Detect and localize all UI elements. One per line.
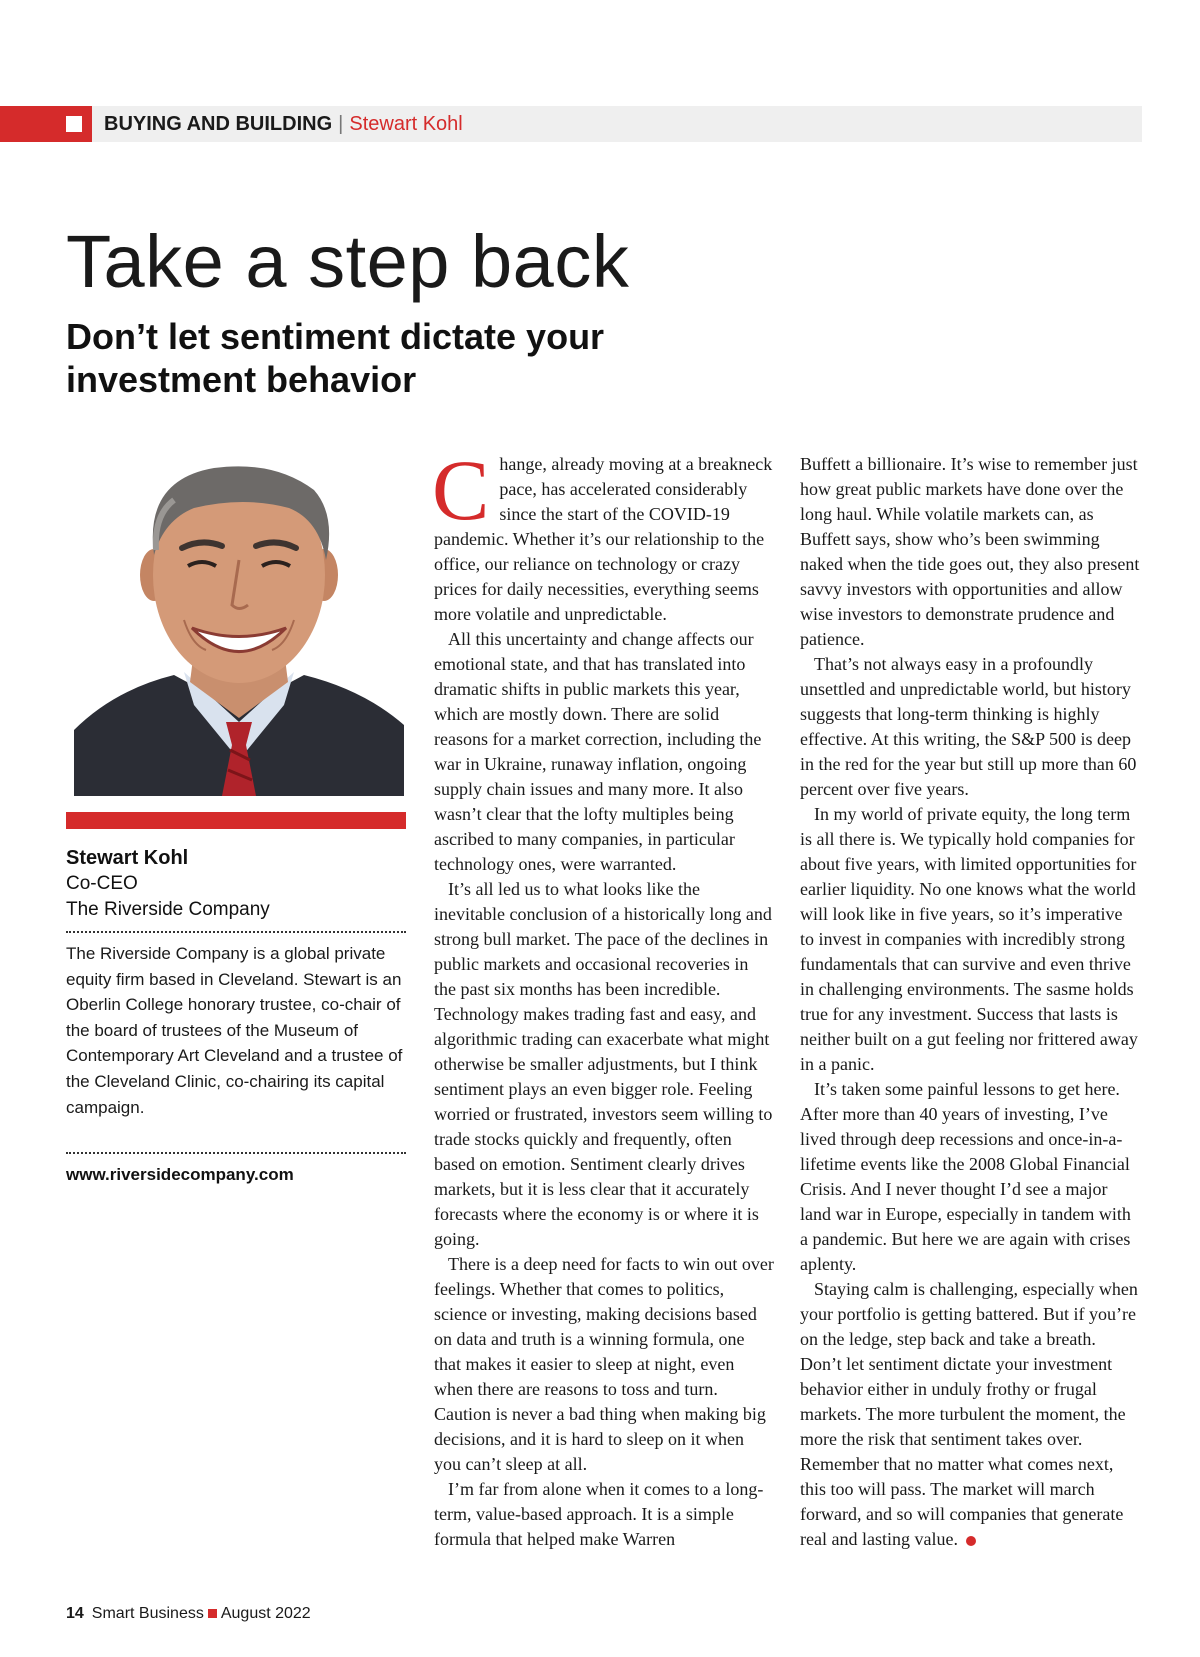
bio-dotted-rule-bottom	[66, 1152, 406, 1154]
bio-dotted-rule-top	[66, 931, 406, 933]
section-header	[0, 106, 1142, 142]
publication-name: Smart Business	[91, 1605, 204, 1622]
article-paragraph	[432, 442, 774, 627]
bio-company: The Riverside Company	[66, 899, 270, 920]
article-paragraph: Buffett a billionaire. It’s wise to remember just how great public markets have done over the long haul. While volatile markets can, as Buffett says, show who’s been swimming naked when the tide goes out, they also present savvy investors with opportunities and allow wise investors to demonstrate prudence and patience.	[800, 454, 1140, 649]
article-paragraph	[800, 1277, 1140, 1552]
article-column-1	[432, 442, 774, 1552]
article-paragraph: There is a deep need for facts to win out over feelings. Whether that comes to politics, science or investing, making decisions based on data and truth is a winning formula, one that makes it easier to sleep at night, even when there are reasons to toss and turn. Caution is never a bad thing when making big decisions, and it is hard to sleep on it when you can’t sleep at all.	[434, 1254, 774, 1474]
page-number: 14	[66, 1605, 84, 1622]
end-of-article-dot-icon	[966, 1536, 976, 1546]
article-paragraph: I’m far from alone when it comes to a long-term, value-based approach. It is a simple formula that helped make Warren	[434, 1479, 764, 1549]
paragraph-text: Staying calm is challenging, especially when your portfolio is getting battered. But if you’re on the ledge, step back and take a breath. Don’t let sentiment dictate your investment behavior either in unduly frothy or frugal markets. The more turbulent the moment, the more the risk that sentiment takes over. Remember that no matter what comes next, this too will pass. The market will march forward, and so will companies that generate real and lasting value.	[800, 1279, 1138, 1549]
header-section-label: BUYING AND BUILDING	[104, 113, 333, 135]
header-separator: |	[338, 113, 344, 135]
author-photo	[74, 460, 404, 796]
article-column-2	[800, 452, 1140, 1552]
bio-role: Co-CEO	[66, 873, 138, 894]
bio-divider-bar	[66, 812, 406, 829]
header-author: Stewart Kohl	[349, 113, 463, 135]
header-text	[104, 106, 463, 142]
bio-website-link[interactable]: www.riversidecompany.com	[66, 1165, 294, 1184]
article-subtitle: Don’t let sentiment dictate your investment behavior	[66, 316, 605, 400]
article-paragraph: That’s not always easy in a profoundly unsettled and unpredictable world, but history suggests that long-term thinking is highly effective. At this writing, the S&P 500 is deep in the red for the year but still up more than 60 percent over five years.	[800, 654, 1137, 799]
article-paragraph: In my world of private equity, the long term is all there is. We typically hold companies for about five years, with limited opportunities for earlier liquidity. No one knows what the world will look like in five years, so it’s imperative to invest in companies with incredibly strong fundamentals that can survive and even thrive in challenging environments. The sasme holds true for any investment. Success that lasts is neither built on a gut feeling nor frittered away in a panic.	[800, 804, 1138, 1074]
footer-square-icon	[208, 1609, 217, 1618]
issue-date: August 2022	[220, 1605, 311, 1622]
article-paragraph: It’s all led us to what looks like the inevitable conclusion of a historically long and strong bull market. The pace of the declines in public markets and occasional recoveries in the past six months has been incredible. Technology makes trading fast and easy, and algorithmic trading can exacerbate what might otherwise be smaller adjustments, but I think sentiment plays an even bigger role. Feeling worried or frustrated, investors seem willing to trade stocks quickly and frequently, often based on emotion. Sentiment clearly drives markets, but it is less clear that it accurately forecasts where the economy is or where it is going.	[434, 879, 773, 1249]
bio-description: The Riverside Company is a global private equity firm based in Cleveland. Stewart is an Oberlin College honorary trustee, co-chair of the board of trustees of the Museum of Contemporary Art Cleveland and a trustee of the Cleveland Clinic, co-chairing its capital campaign.	[66, 944, 403, 1117]
article-paragraph: It’s taken some painful lessons to get here. After more than 40 years of investing, I’ve lived through deep recessions and once-in-a-lifetime events like the 2008 Global Financial Crisis. And I never thought I’d see a major land war in Europe, especially in tandem with a pandemic. But here we are again with crises aplenty.	[800, 1079, 1131, 1274]
article-paragraph: All this uncertainty and change affects our emotional state, and that has translated into dramatic shifts in public markets this year, which are mostly down. There are solid reasons for a market correction, including the war in Ukraine, runaway inflation, ongoing supply chain issues and many more. It also wasn’t clear that the lofty multiples being ascribed to many companies, in particular technology ones, were warranted.	[434, 629, 762, 874]
article-title: Take a step back	[66, 220, 630, 303]
header-square-icon	[66, 116, 82, 132]
drop-cap: C	[432, 442, 490, 538]
page-footer	[66, 1605, 311, 1623]
bio-name: Stewart Kohl	[66, 847, 189, 869]
paragraph-text: hange, already moving at a breakneck pace, has accelerated considerably since the start of the COVID-19 pandemic. Whether it’s our relationship to the office, our reliance on technology or crazy prices for daily necessities, everything seems more volatile and unpredictable.	[434, 454, 773, 624]
